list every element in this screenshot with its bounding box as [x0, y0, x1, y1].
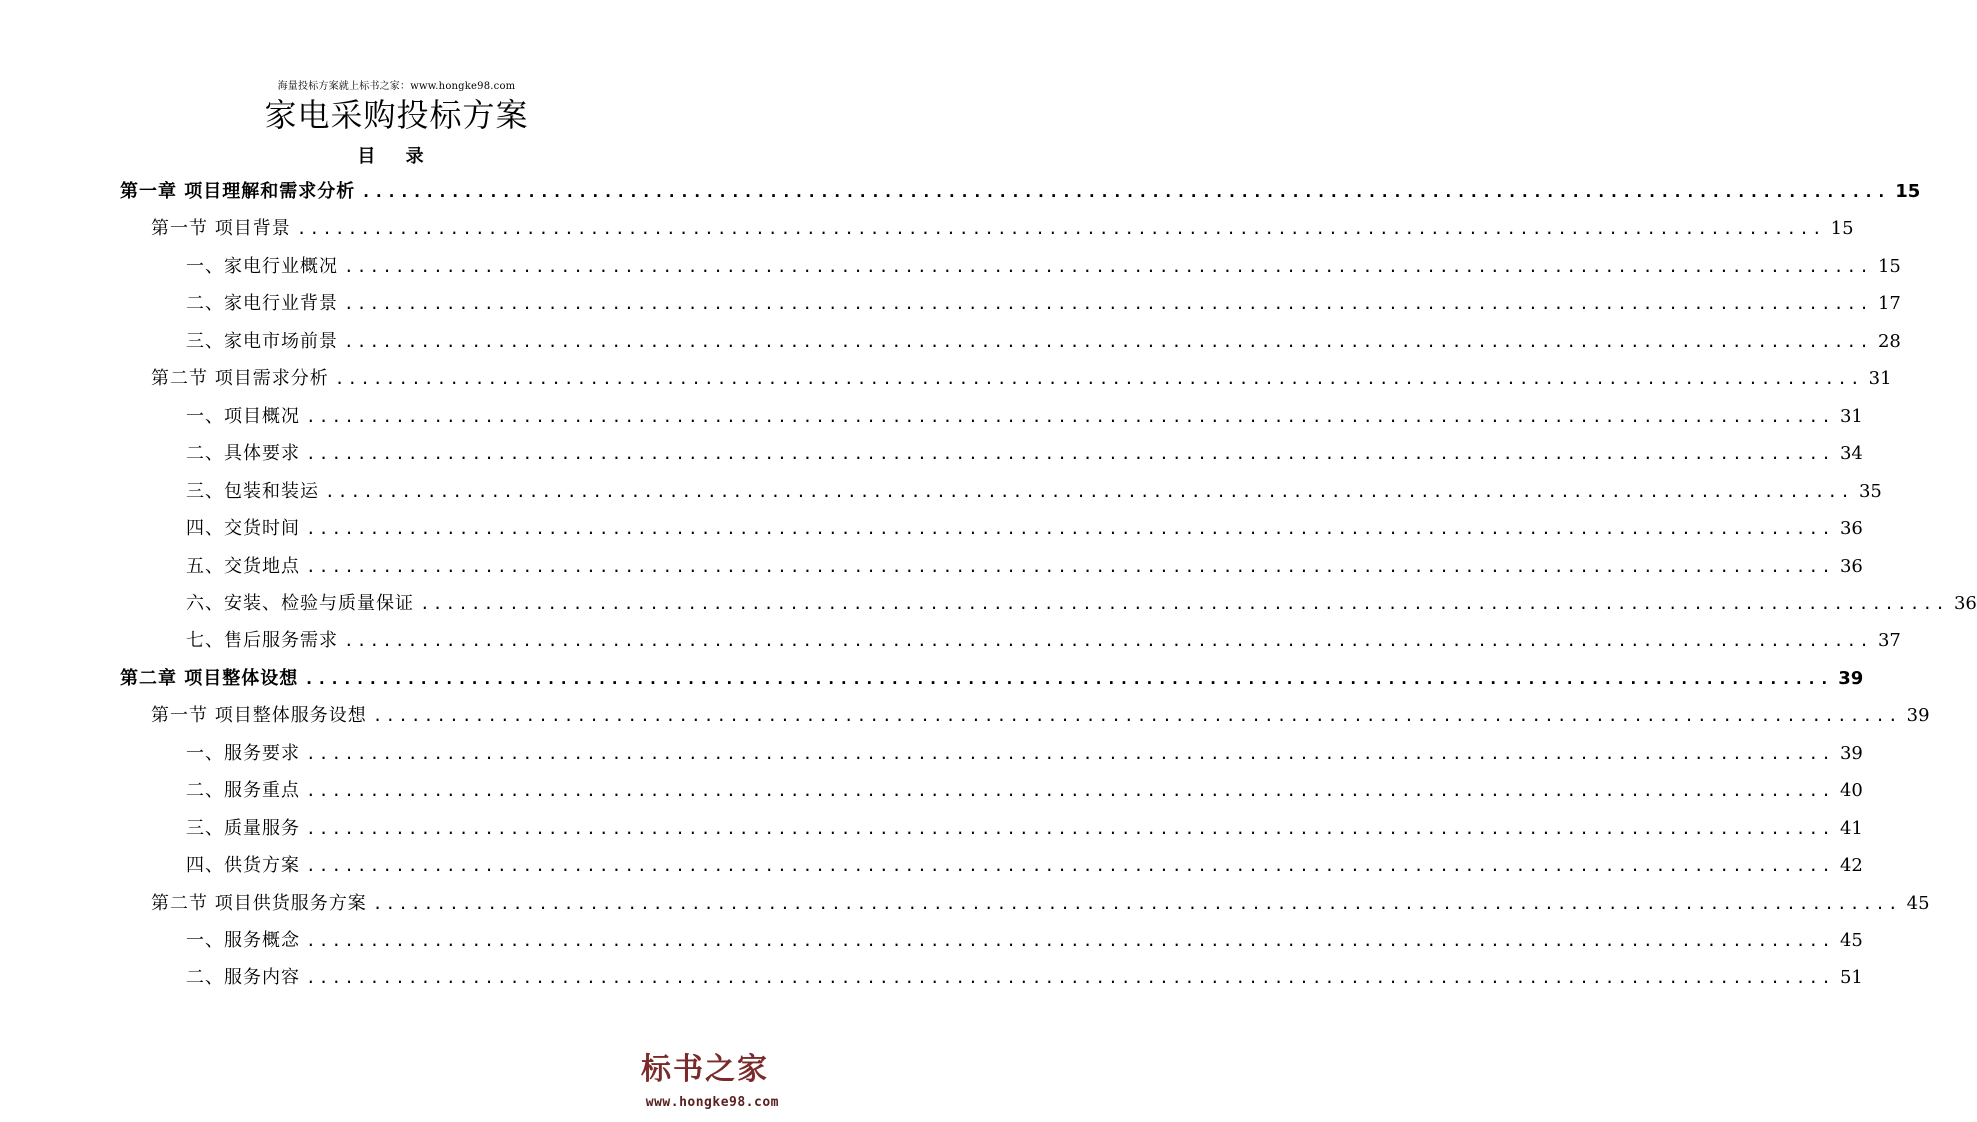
toc-entry-label: 五、交货地点: [186, 556, 300, 577]
toc-entry-label: 一、项目概况: [186, 406, 300, 427]
watermark: [629, 1052, 779, 1110]
toc-entry-label: 四、供货方案: [186, 855, 300, 876]
toc-leader-dots: ........................................................................................................................: [420, 594, 1948, 613]
toc-entry[interactable]: [186, 252, 1901, 282]
toc-leader-dots: ........................................................................................................................: [344, 257, 1872, 276]
toc-entry[interactable]: [186, 776, 1863, 806]
toc-entry[interactable]: [151, 701, 1930, 731]
toc-entry[interactable]: [186, 739, 1863, 769]
toc-entry[interactable]: [186, 439, 1863, 469]
toc-entry-page: 15: [1895, 181, 1921, 202]
toc-leader-dots: ........................................................................................................................: [306, 819, 1834, 838]
toc-entry-label: 二、家电行业背景: [186, 293, 338, 314]
toc-leader-dots: ........................................................................................................................: [372, 894, 1901, 913]
toc-entry-label: 三、家电市场前景: [186, 331, 338, 352]
toc-leader-dots: ........................................................................................................................: [334, 369, 1863, 388]
toc-leader-dots: ........................................................................................................................: [344, 631, 1872, 650]
toc-entry[interactable]: [186, 626, 1901, 656]
toc-leader-dots: ........................................................................................................................: [325, 482, 1853, 501]
toc-entry-label: 第二章 项目整体设想: [120, 668, 299, 689]
toc-entry[interactable]: [186, 327, 1901, 357]
toc-leader-dots: ........................................................................................................................: [306, 519, 1834, 538]
toc-entry[interactable]: [151, 214, 1854, 244]
toc-entry-label: 第二节 项目需求分析: [151, 368, 329, 389]
toc-leader-dots: ........................................................................................................................: [306, 856, 1834, 875]
watermark-url: www.hongke98.com: [645, 1095, 779, 1110]
toc-entry-page: 15: [1877, 256, 1901, 277]
toc-entry-page: 31: [1839, 406, 1863, 427]
toc-leader-dots: ........................................................................................................................: [306, 557, 1834, 576]
toc-entry-label: 四、交货时间: [186, 518, 300, 539]
toc-entry[interactable]: [186, 814, 1863, 844]
toc-leader-dots: ........................................................................................................................: [306, 781, 1834, 800]
toc-entry-label: 二、服务重点: [186, 780, 300, 801]
toc-entry-label: 第一章 项目理解和需求分析: [120, 181, 356, 202]
toc-leader-dots: ........................................................................................................................: [361, 182, 1890, 201]
toc-entry-label: 三、包装和装运: [186, 481, 319, 502]
toc-entry-page: 51: [1839, 967, 1863, 988]
toc-entry[interactable]: [120, 177, 1921, 207]
toc-entry-page: 17: [1877, 293, 1901, 314]
toc-entry-label: 第一节 项目背景: [151, 218, 291, 239]
toc-entry-page: 36: [1839, 518, 1863, 539]
toc-entry[interactable]: [120, 664, 1864, 694]
toc-entry-page: 36: [1953, 593, 1977, 614]
toc-entry-page: 36: [1839, 556, 1863, 577]
toc-entry-page: 41: [1839, 818, 1863, 839]
toc-entry-page: 34: [1839, 443, 1863, 464]
toc-entry[interactable]: [186, 851, 1863, 881]
toc-entry-label: 二、具体要求: [186, 443, 300, 464]
toc-entry-page: 45: [1906, 893, 1930, 914]
toc-heading: 目 录: [357, 146, 436, 167]
toc-entry-page: 39: [1839, 743, 1863, 764]
toc-entry-label: 一、服务要求: [186, 743, 300, 764]
toc-entry-page: 40: [1839, 780, 1863, 801]
toc-leader-dots: ........................................................................................................................: [306, 968, 1834, 987]
toc-entry[interactable]: [186, 589, 1977, 619]
toc-entry-label: 六、安装、检验与质量保证: [186, 593, 414, 614]
toc-entry-label: 一、服务概念: [186, 930, 300, 951]
watermark-logo: 标书之家: [641, 1052, 769, 1087]
toc-entry-page: 42: [1839, 855, 1863, 876]
toc-leader-dots: ........................................................................................................................: [306, 744, 1834, 763]
toc-entry[interactable]: [186, 514, 1863, 544]
toc-entry-label: 二、服务内容: [186, 967, 300, 988]
toc-entry[interactable]: [186, 402, 1863, 432]
toc-entry[interactable]: [151, 364, 1892, 394]
toc-entry[interactable]: [186, 477, 1882, 507]
toc-entry[interactable]: [151, 889, 1930, 919]
toc-entry-page: 39: [1906, 705, 1930, 726]
toc-leader-dots: ........................................................................................................................: [306, 931, 1834, 950]
toc-entry-page: 37: [1877, 630, 1901, 651]
toc-entry-label: 七、售后服务需求: [186, 630, 338, 651]
toc-entry-page: 28: [1877, 331, 1901, 352]
toc-entry-page: 15: [1830, 218, 1854, 239]
toc-entry-label: 一、家电行业概况: [186, 256, 338, 277]
toc-entry[interactable]: [186, 963, 1863, 993]
toc-entry-page: 39: [1838, 668, 1864, 689]
toc-entry[interactable]: [186, 552, 1863, 582]
toc-leader-dots: ........................................................................................................................: [304, 669, 1833, 688]
toc-entry[interactable]: [186, 926, 1863, 956]
toc-leader-dots: ........................................................................................................................: [372, 706, 1901, 725]
toc-entry-page: 45: [1839, 930, 1863, 951]
toc-entry-page: 31: [1868, 368, 1892, 389]
toc-leader-dots: ........................................................................................................................: [344, 294, 1872, 313]
document-title: 家电采购投标方案: [264, 96, 529, 134]
toc-entry-label: 第二节 项目供货服务方案: [151, 893, 367, 914]
header-note: 海量投标方案就上标书之家：www.hongke98.com: [277, 81, 516, 92]
toc-leader-dots: ........................................................................................................................: [306, 444, 1834, 463]
toc-leader-dots: ........................................................................................................................: [296, 219, 1825, 238]
toc-entry-page: 35: [1858, 481, 1882, 502]
toc-entry-label: 三、质量服务: [186, 818, 300, 839]
toc-leader-dots: ........................................................................................................................: [344, 332, 1872, 351]
toc-leader-dots: ........................................................................................................................: [306, 407, 1834, 426]
toc-entry-label: 第一节 项目整体服务设想: [151, 705, 367, 726]
toc-entry[interactable]: [186, 289, 1901, 319]
